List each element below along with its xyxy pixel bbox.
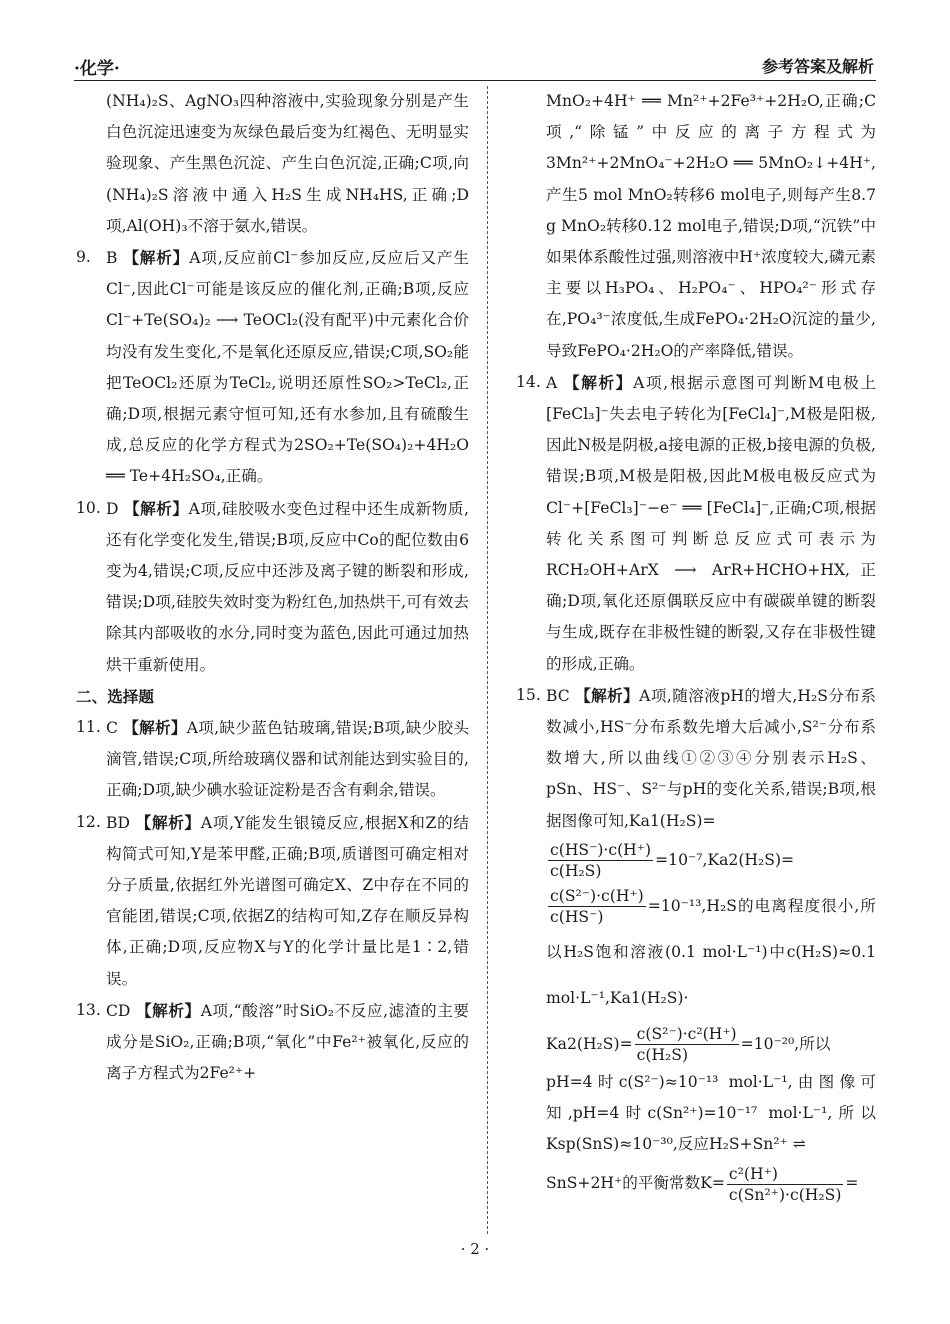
- fraction-numerator: c(HS⁻)·c(H⁺): [550, 841, 652, 860]
- k-fraction: [727, 1164, 844, 1205]
- fraction-denominator: c(H₂S): [550, 862, 602, 881]
- analysis-tag: 【解析】: [123, 718, 187, 738]
- section-title: 参考答案及解析: [761, 57, 874, 76]
- formula-text: Ka2(H₂S)=: [546, 1034, 633, 1053]
- formula-text: =10⁻²⁰,所以: [740, 1034, 831, 1053]
- page-header: [74, 54, 874, 80]
- analysis-text: A项,硅胶吸水变色过程中还生成新物质,还有化学变化发生,错误;B项,反应中Co的配位数由6变为4,错误;C项,反应中还涉及离子键的断裂和形成,错误;D项,硅胶失效时变为粉红色,加热烘干,可有效去除其内部吸收的水分,同时变为蓝色,因此可通过加热烘干重新使用。: [106, 499, 469, 674]
- ka-product-formula: [546, 1021, 876, 1067]
- analysis-text-continued: pH=4时c(S²⁻)≈10⁻¹³ mol·L⁻¹,由图像可知,pH=4时c(Sn²⁺)=10⁻¹⁷ mol·L⁻¹,所以Ksp(SnS)≈10⁻³⁰,反应H₂S+Sn²⁺ ⇌: [546, 1072, 876, 1154]
- formula-text: SnS+2H⁺的平衡常数K=: [546, 1174, 725, 1193]
- answer-item-15: [516, 680, 876, 1207]
- fraction-numerator: c(S²⁻)·c²(H⁺): [636, 1025, 737, 1044]
- q8-continuation: (NH₄)₂S、AgNO₃四种溶液中,实验现象分别是产生白色沉淀迅速变为灰绿色最后变为红褐色、无明显实验现象、产生黑色沉淀、产生白色沉淀,正确;C项,向(NH₄)₂S溶液中通入H₂S生成NH₄HS,正确;D项,Al(OH)₃不溶于氨水,错误。: [106, 92, 469, 235]
- question-number: 9.: [76, 248, 91, 267]
- fraction-numerator: c(S²⁻)·c(H⁺): [550, 887, 644, 906]
- section-heading: 二、选择题: [76, 686, 154, 706]
- answer-choice: D: [106, 499, 119, 518]
- analysis-tag: 【解析】: [575, 685, 640, 705]
- right-column: [516, 86, 876, 1206]
- question-number: 15.: [516, 685, 541, 704]
- analysis-tag: 【解析】: [123, 248, 190, 268]
- equilibrium-constant-formula: [546, 1160, 876, 1206]
- analysis-text: A项,反应前Cl⁻参加反应,反应后又产生Cl⁻,因此Cl⁻可能是该反应的催化剂,正确;B项,反应Cl⁻+Te(SO₄)₂ ⟶ TeOCl₂(没有配平)中元素化合价均没有发生变化,不是氧化还原反应,错误;C项,SO₂能把TeOCl₂还原为TeCl₂,说明还原性SO₂>TeCl₂,正确;D项,根据元素守恒可知,还有水参加,且有硫酸生成,总反应的化学方程式为2SO₂+Te(SO₄)₂+4H₂O ══ Te+4H₂SO₄,正确。: [106, 249, 469, 486]
- answer-item-9: [76, 242, 469, 493]
- answer-item-11: [76, 712, 469, 807]
- ka2-formula: [546, 883, 876, 1021]
- fraction-denominator: c(Sn²⁺)·c(H₂S): [728, 1185, 842, 1204]
- fraction-numerator: c²(H⁺): [727, 1164, 844, 1185]
- analysis-text: A项,随溶液pH的增大,H₂S分布系数减小,HS⁻分布系数先增大后减小,S²⁻分布系数增大,所以曲线①②③④分别表示H₂S、pSn、HS⁻、S²⁻与pH的变化关系,错误;B项,根据图像可知,Ka1(H₂S)=: [546, 686, 876, 830]
- analysis-tag: 【解析】: [135, 812, 201, 832]
- question-number: 13.: [76, 1000, 101, 1019]
- analysis-text: A项,缺少蓝色钴玻璃,错误;B项,缺少胶头滴管,错误;C项,所给玻璃仪器和试剂能达到实验目的,正确;D项,缺少碘水验证淀粉是否含有剩余,错误。: [106, 719, 469, 800]
- analysis-tag: 【解析】: [563, 372, 634, 392]
- question-number: 10.: [76, 498, 101, 517]
- answer-item-14: [516, 367, 876, 680]
- ka1-fraction: [548, 840, 653, 881]
- answer-choice: BC: [546, 686, 570, 705]
- answer-choice: B: [106, 249, 118, 268]
- ka1-formula: [546, 837, 876, 883]
- ka-product-fraction: [635, 1024, 739, 1065]
- answer-item-10: [76, 493, 469, 681]
- analysis-text: A项,Y能发生银镜反应,根据X和Z的结构简式可知,Y是苯甲醛,正确;B项,质谱图可确定相对分子质量,依据红外光谱图可确定X、Z中存在不同的官能团,错误;C项,依据Z的结构可知,Z存在顺反异构体,正确;D项,反应物X与Y的化学计量比是1∶2,错误。: [106, 813, 469, 988]
- answer-item-13: [76, 995, 469, 1090]
- formula-text: =10⁻¹³,H₂S的电离程度很小,所以H₂S饱和溶液(0.1 mol·L⁻¹)中c(H₂S)≈0.1 mol·L⁻¹,Ka1(H₂S)·: [546, 896, 876, 1007]
- analysis-text: A项,“酸溶”时SiO₂不反应,滤渣的主要成分是SiO₂,正确;B项,“氧化”中Fe²⁺被氧化,反应的离子方程式为2Fe²⁺+: [106, 1001, 469, 1083]
- header-rule: [74, 80, 876, 81]
- analysis-tag: 【解析】: [135, 1000, 201, 1020]
- answer-choice: BD: [106, 813, 130, 832]
- ka2-fraction: [548, 886, 646, 927]
- answer-choice: CD: [106, 1001, 131, 1020]
- fraction-denominator: c(HS⁻): [550, 908, 604, 927]
- formula-text: =10⁻⁷,Ka2(H₂S)=: [655, 850, 795, 869]
- page-number: · 2 ·: [460, 1240, 490, 1258]
- analysis-text: A项,根据示意图可判断M电极上[FeCl₃]⁻失去电子转化为[FeCl₄]⁻,M极是阳极,因此N极是阴极,a接电源的正极,b接电源的负极,错误;B项,M极是阳极,因此M极电极反应式为Cl⁻+[FeCl₃]⁻−e⁻ ══ [FeCl₄]⁻,正确;C项,根据转化关系图可判断总反应式可表示为RCH₂OH+ArX ⟶ ArR+HCHO+HX,正确;D项,氧化还原偶联反应中有碳碳单键的断裂与生成,既存在非极性键的断裂,又存在非极性键的形成,正确。: [546, 373, 876, 673]
- fraction-denominator: c(H₂S): [636, 1046, 689, 1065]
- question-number: 14.: [516, 372, 541, 391]
- q13-continuation: MnO₂+4H⁺ ══ Mn²⁺+2Fe³⁺+2H₂O,正确;C项,“除锰”中反应的离子方程式为3Mn²⁺+2MnO₄⁻+2H₂O ══ 5MnO₂↓+4H⁺,产生5 mol MnO₂转移6 mol电子,则每产生8.7 g MnO₂转移0.12 mol电子,错误;D项,“沉铁”中如果体系酸性过强,则溶液中H⁺浓度较大,磷元素主要以H₃PO₄、H₂PO₄⁻、HPO₄²⁻形式存在,PO₄³⁻浓度低,生成FePO₄·2H₂O沉淀的量少,导致FePO₄·2H₂O的产率降低,错误。: [546, 92, 876, 360]
- analysis-tag: 【解析】: [124, 498, 189, 518]
- answer-choice: A: [546, 373, 558, 392]
- subject-title: ·化学·: [74, 59, 120, 79]
- question-number: 12.: [76, 812, 101, 831]
- left-column: [76, 86, 469, 1090]
- column-divider: [487, 86, 488, 1234]
- question-number: 11.: [76, 718, 101, 737]
- formula-text: =: [845, 1174, 859, 1193]
- answer-choice: C: [106, 719, 118, 738]
- answer-item-12: [76, 807, 469, 995]
